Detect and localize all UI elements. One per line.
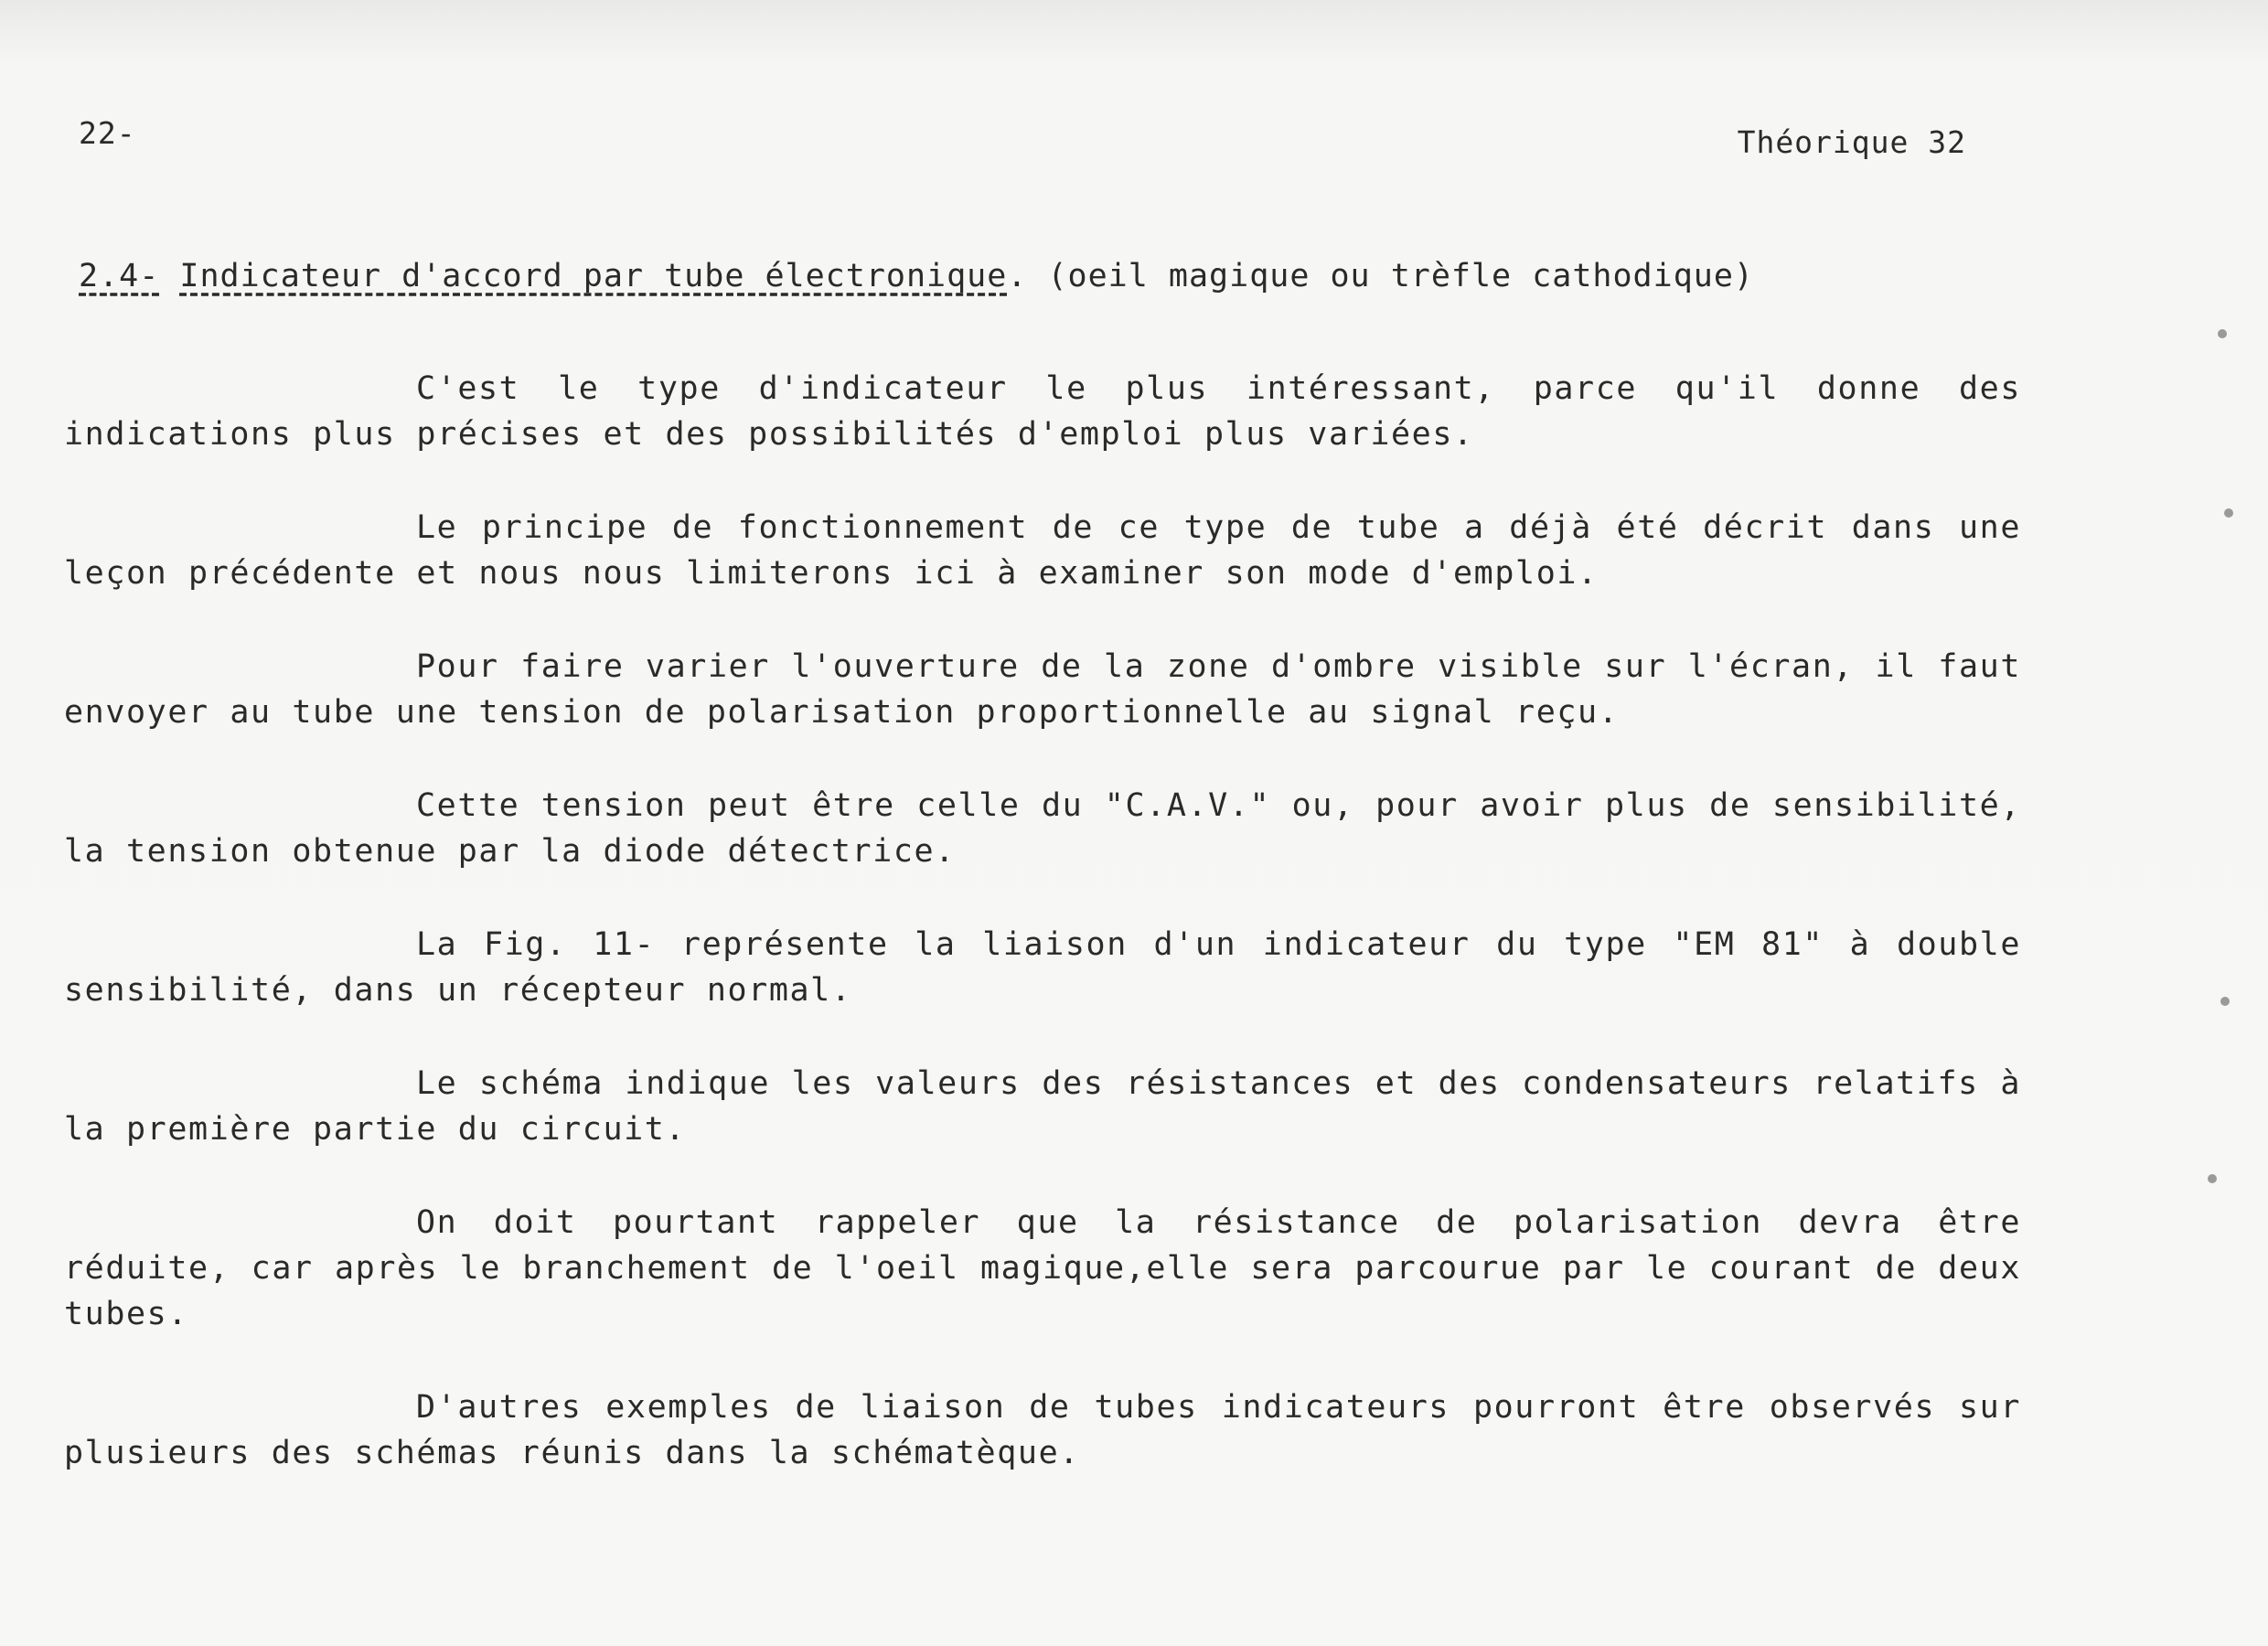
paragraph: On doit pourtant rappeler que la résistance de polarisation devra être réduite, car après le branchement de l'oeil magique,elle sera parcourue par le courant de deux tubes. — [64, 1204, 2021, 1332]
paragraph: D'autres exemples de liaison de tubes indicateurs pourront être observés sur plusieurs des schémas réunis dans la schématèque. — [64, 1389, 2021, 1471]
section-subtitle: . (oeil magique ou trèfle cathodique) — [1007, 258, 1754, 294]
paragraph: C'est le type d'indicateur le plus intéressant, parce qu'il donne des indications plus précises et des possibilités d'emploi plus variées. — [64, 370, 2021, 453]
paragraph: Le schéma indique les valeurs des résistances et des condensateurs relatifs à la première partie du circuit. — [64, 1065, 2021, 1148]
page-number: 22- — [79, 115, 136, 151]
body-text — [64, 366, 2021, 1523]
scan-speck — [2218, 329, 2227, 338]
paragraph: Le principe de fonctionnement de ce type de tube a déjà été décrit dans une leçon précédente et nous nous limiterons ici à examiner son mode d'emploi. — [64, 509, 2021, 592]
scan-speck — [2208, 1174, 2217, 1183]
lesson-reference: Théorique 32 — [1737, 124, 1966, 160]
section-title: Indicateur d'accord par tube électronique — [179, 258, 1008, 294]
section-heading — [79, 258, 1754, 294]
paragraph: Pour faire varier l'ouverture de la zone d'ombre visible sur l'écran, il faut envoyer au tube une tension de polarisation proportionnelle au signal reçu. — [64, 648, 2021, 731]
paragraph: Cette tension peut être celle du "C.A.V." ou, pour avoir plus de sensibilité, la tension obtenue par la diode détectrice. — [64, 787, 2021, 870]
section-number: 2.4- — [79, 258, 160, 294]
paragraph: La Fig. 11- représente la liaison d'un indicateur du type "EM 81" à double sensibilité, dans un récepteur normal. — [64, 926, 2021, 1009]
scan-speck — [2220, 997, 2230, 1006]
scan-speck — [2224, 508, 2233, 518]
